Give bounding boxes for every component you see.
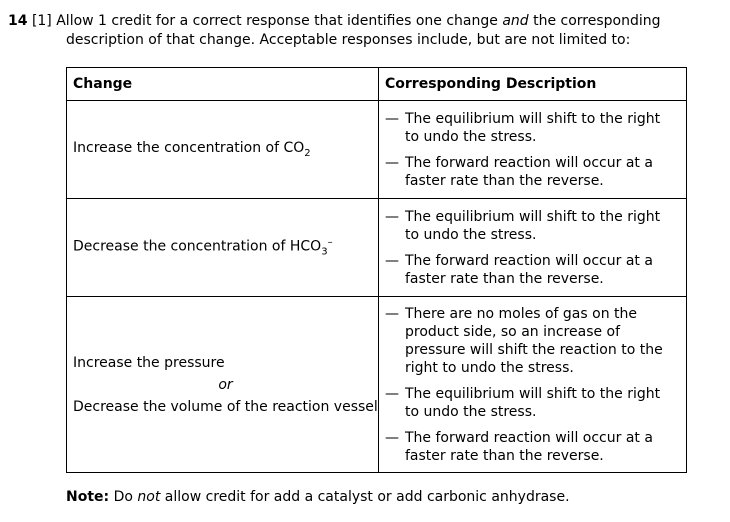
question-number: 14 [8,13,28,29]
table-row [67,101,687,199]
table-header-row [67,68,687,101]
change-superscript: – [327,237,333,249]
dash-marker: — [385,305,399,322]
note-not-word: not [137,489,161,505]
change-text: Increase the pressure [73,354,225,371]
header-line-2: description of that change. Acceptable responses include, but are not limited to: [66,32,631,48]
description-item [385,305,678,377]
note-label: Note: [66,489,110,505]
description-text: The forward reaction will occur at a faster rate than the reverse. [405,252,653,287]
description-item [385,110,678,146]
change-cell [67,297,379,473]
header-text-b: the corresponding [533,13,661,29]
header-text-a: Allow 1 credit for a correct response that identifies one change [56,13,498,29]
table-row [67,199,687,297]
table-row [67,297,687,473]
change-text: Decrease the volume of the reaction vessel [73,398,378,415]
col-header-description: Corresponding Description [379,68,687,101]
dash-marker: — [385,208,399,225]
dash-marker: — [385,252,399,269]
description-text: The forward reaction will occur at a faster rate than the reverse. [405,429,653,464]
dash-marker: — [385,154,399,171]
description-item [385,154,678,190]
rubric-table [66,67,687,473]
description-cell [379,101,687,199]
description-item [385,385,678,421]
header-and-word: and [502,13,529,29]
col-header-change: Change [67,68,379,101]
question-header [8,12,698,50]
description-item [385,429,678,465]
change-text: Increase the concentration of CO [73,140,305,157]
dash-marker: — [385,385,399,402]
description-item [385,252,678,288]
description-text: The equilibrium will shift to the right to undo the stress. [405,110,661,145]
change-cell [67,101,379,199]
description-text: The forward reaction will occur at a faster rate than the reverse. [405,154,653,189]
note-text-a: Do [113,489,133,505]
credit-value: [1] [31,13,52,29]
note [66,489,570,505]
dash-marker: — [385,429,399,446]
description-text: The equilibrium will shift to the right to undo the stress. [405,385,661,420]
description-text: There are no moles of gas on the product side, so an increase of pressure will shift the reaction to the right to undo the stress. [405,305,663,376]
dash-marker: — [385,110,399,127]
change-subscript: 3 [321,246,328,258]
note-text-b: allow credit for add a catalyst or add carbonic anhydrase. [164,489,570,505]
description-item [385,208,678,244]
description-cell [379,297,687,473]
change-cell [67,199,379,297]
change-text: Decrease the concentration of HCO [73,238,322,255]
change-subscript: 2 [304,147,311,159]
description-text: The equilibrium will shift to the right to undo the stress. [405,208,661,243]
description-cell [379,199,687,297]
or-word: or [218,376,233,393]
